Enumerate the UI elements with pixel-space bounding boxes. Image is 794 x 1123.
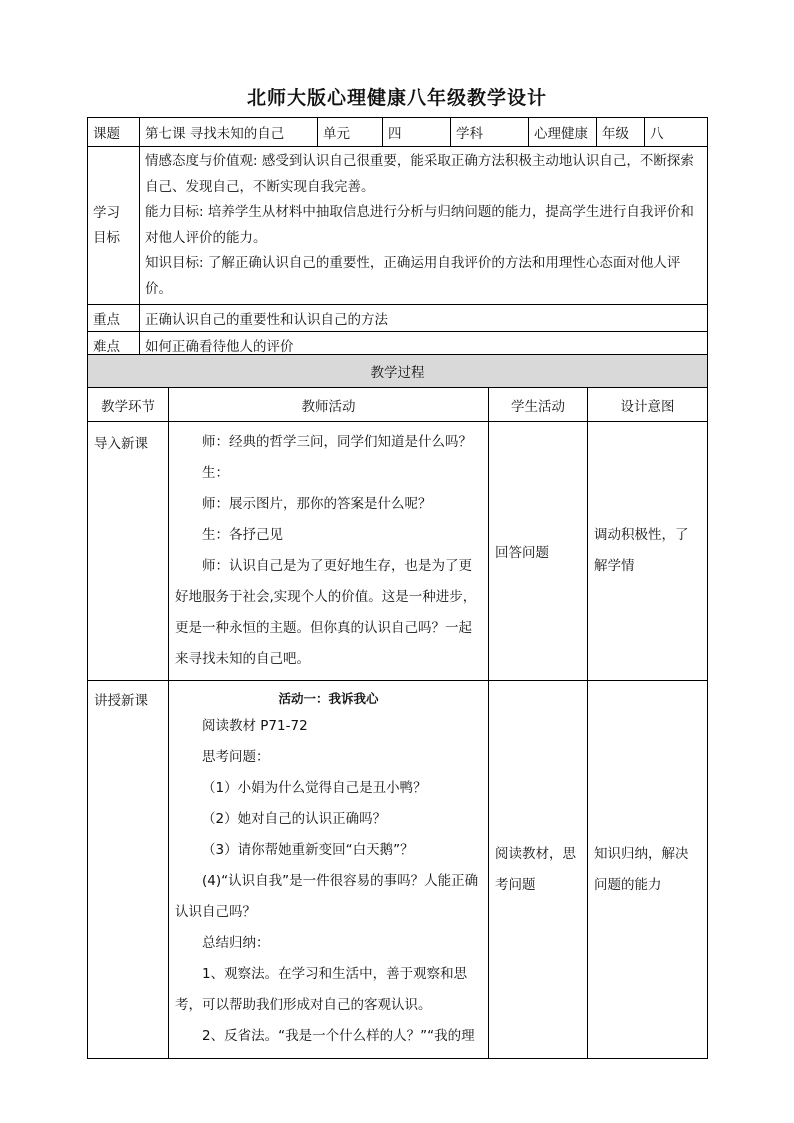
column-stage: 教学环节 [88, 388, 169, 422]
activity-title: 活动一：我诉我心 [278, 691, 379, 706]
teacher-line: 2、反省法。“我是一个什么样的人？”“我的理 [202, 1028, 475, 1044]
design-intent: 知识归纳，解决问题的能力 [588, 681, 708, 1059]
column-intent: 设计意图 [588, 388, 708, 422]
student-activity: 回答问题 [489, 422, 588, 681]
teacher-line: 阅读教材 P71-72 [202, 718, 308, 734]
key-label: 重点 [88, 305, 140, 332]
key-value: 正确认识自己的重要性和认识自己的方法 [140, 305, 708, 332]
objective-knowledge: 知识目标: 了解正确认识自己的重要性，正确运用自我评价的方法和用理性心态面对他人评价。 [145, 255, 681, 297]
document-title: 北师大版心理健康八年级教学设计 [246, 87, 547, 109]
teacher-line: 生：各抒己见 [202, 527, 283, 543]
teacher-line: 总结归纳： [202, 935, 270, 951]
objective-ability: 能力目标: 培养学生从材料中抽取信息进行分析与归纳问题的能力，提高学生进行自我评价和对他人评价的能力。 [145, 204, 694, 246]
stage-cell: 讲授新课 [88, 681, 169, 1059]
teacher-line: (4)“认识自我”是一件很容易的事吗？人能正确认识自己吗？ [175, 873, 479, 920]
teacher-line: 1、观察法。在学习和生活中，善于观察和思考，可以帮助我们形成对自己的客观认识。 [175, 966, 468, 1013]
design-intent: 调动积极性，了解学情 [588, 422, 708, 681]
teacher-line: （3）请你帮她重新变回“白天鹅”？ [202, 842, 414, 858]
subject-label: 学科 [451, 118, 529, 147]
student-activity: 阅读教材，思考问题 [489, 681, 588, 1059]
unit-label: 单元 [318, 118, 383, 147]
topic-label: 课题 [88, 118, 140, 147]
grade-label: 年级 [597, 118, 645, 147]
teacher-line: （2）她对自己的认识正确吗？ [202, 811, 387, 827]
lesson-info-table [87, 117, 708, 359]
difficulty-label: 难点 [88, 332, 140, 359]
objective-emotion: 情感态度与价值观: 感受到认识自己很重要，能采取正确方法积极主动地认识自己，不断探索自己、发现自己，不断实现自我完善。 [145, 153, 694, 195]
topic-value: 第七课 寻找未知的自己 [140, 118, 318, 147]
grade-value: 八 [645, 118, 708, 147]
stage-cell: 导入新课 [88, 422, 169, 681]
column-teacher: 教师活动 [169, 388, 489, 422]
process-band: 教学过程 [88, 355, 708, 388]
teacher-line: 师：展示图片，那你的答案是什么呢？ [202, 496, 432, 512]
objectives-label: 学习目标 [93, 204, 120, 246]
teacher-line: （1）小娟为什么觉得自己是丑小鸭？ [202, 780, 427, 796]
difficulty-value: 如何正确看待他人的评价 [140, 332, 708, 359]
table-row [88, 681, 708, 1059]
teacher-line: 师：认识自己是为了更好地生存，也是为了更好地服务于社会,实现个人的价值。这是一种进步，更是一种永恒的主题。但你真的认识自己吗？一起来寻找未知的自己吧。 [175, 558, 477, 667]
teacher-line: 思考问题： [202, 749, 270, 765]
table-row [88, 422, 708, 681]
teaching-process-table [87, 354, 708, 1059]
unit-value: 四 [383, 118, 451, 147]
column-student: 学生活动 [489, 388, 588, 422]
teacher-line: 师：经典的哲学三问，同学们知道是什么吗？ [202, 434, 472, 450]
teacher-line: 生： [202, 465, 229, 481]
subject-value: 心理健康 [529, 118, 597, 147]
